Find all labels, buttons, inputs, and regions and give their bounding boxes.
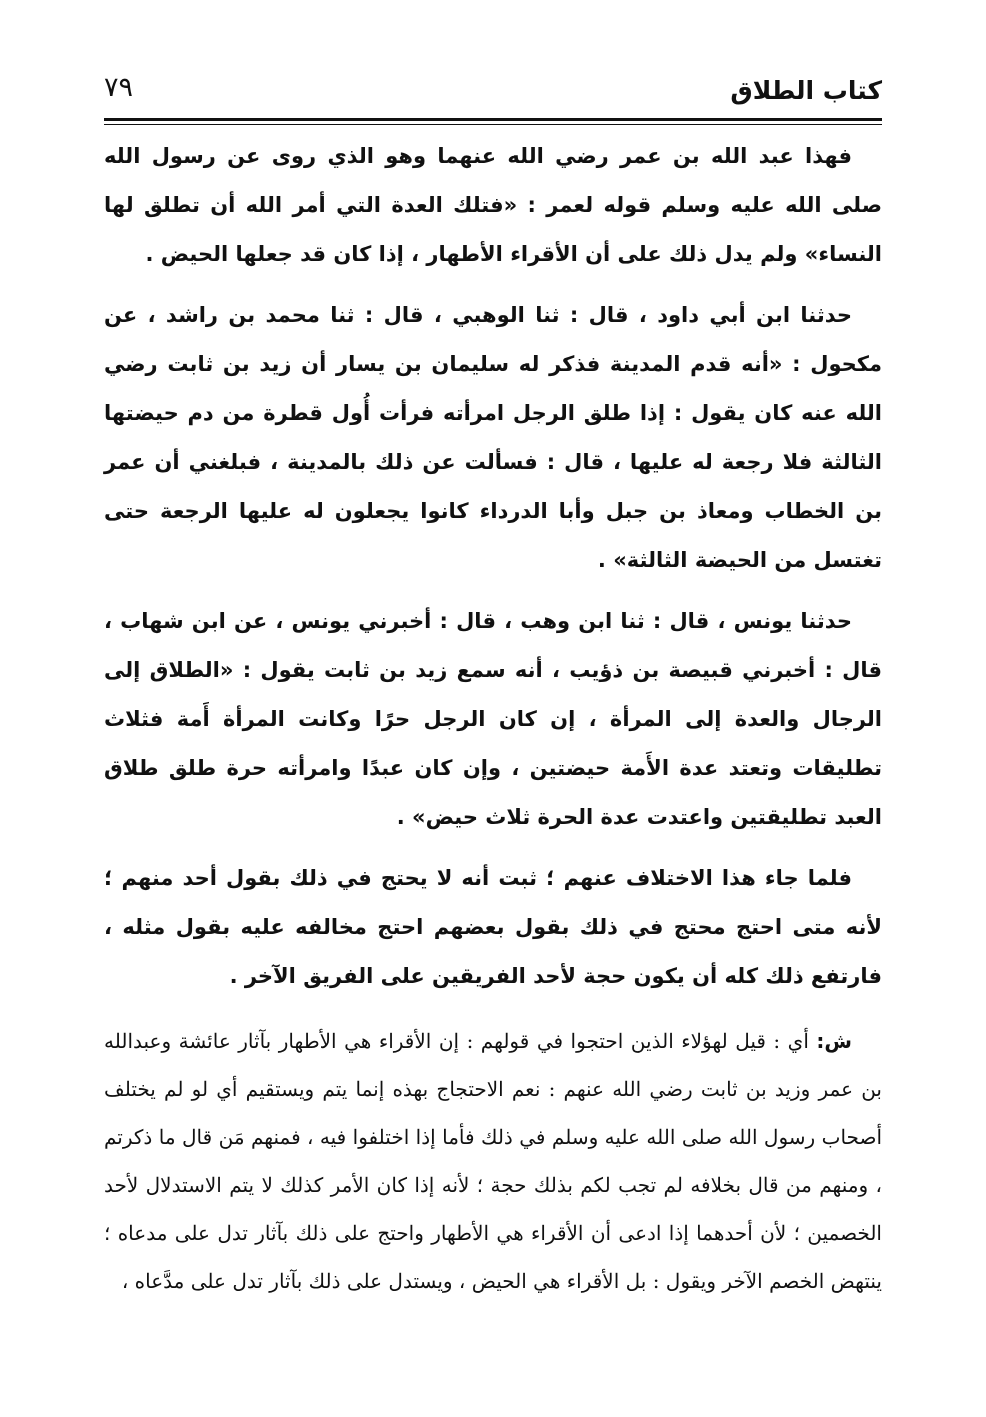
commentary-label: ش:	[816, 1029, 852, 1053]
commentary-text: أي : قيل لهؤلاء الذين احتجوا في قولهم : إن الأقراء هي الأطهار بآثار عائشة وعبدالله بن عمر وزيد بن ثابت رضي الله عنهم : نعم الاحتجاج بهذه إنما يتم ويستقيم أي لو لم يختلف أصحاب رسول الله صلى الله عليه وسلم في ذلك فأما إذا اختلفوا فيه ، فمنهم مَن قال ما ذكرتم ، ومنهم من قال بخلافه لم تجب لكم بذلك حجة ؛ لأنه إذا كان الأمر كذلك لا يتم الاستدلال لأحد الخصمين ؛ لأن أحدهما إذا ادعى أن الأقراء هي الأطهار واحتج على ذلك بآثار تدل على مدعاه ؛ ينتهض الخصم الآخر ويقول : بل الأقراء هي الحيض ، ويستدل على ذلك بآثار تدل على مدَّعاه ،	[104, 1029, 882, 1293]
page-header	[104, 70, 882, 118]
paragraph-ibn-umar: فهذا عبد الله بن عمر رضي الله عنهما وهو الذي روى عن رسول الله صلى الله عليه وسلم قوله لعمر : «فتلك العدة التي أمر الله أن تطلق لها النساء» ولم يدل ذلك على أن الأقراء الأطهار ، إذا كان قد جعلها الحيض .	[104, 144, 882, 266]
paragraph-makhul-hadith: حدثنا ابن أبي داود ، قال : ثنا الوهبي ، قال : ثنا محمد بن راشد ، عن مكحول : «أنه قدم المدينة فذكر له سليمان بن يسار أن زيد بن ثابت رضي الله عنه كان يقول : إذا طلق الرجل امرأته فرأت أُول قطرة من دم حيضتها الثالثة فلا رجعة له عليها ، قال : فسألت عن ذلك بالمدينة ، فبلغني أن عمر بن الخطاب ومعاذ بن جبل وأبا الدرداء كانوا يجعلون له عليها الرجعة حتى تغتسل من الحيضة الثالثة» .	[104, 303, 882, 572]
paragraph-conclusion: فلما جاء هذا الاختلاف عنهم ؛ ثبت أنه لا يحتج في ذلك بقول أحد منهم ؛ لأنه متى احتج محتج في ذلك بقول بعضهم احتج مخالفه عليه بقول مثله ، فارتفع ذلك كله أن يكون حجة لأحد الفريقين على الفريق الآخر .	[104, 866, 882, 988]
paragraph-yunus-hadith: حدثنا يونس ، قال : ثنا ابن وهب ، قال : أخبرني يونس ، عن ابن شهاب ، قال : أخبرني قبيصة بن ذؤيب ، أنه سمع زيد بن ثابت يقول : «الطلاق إلى الرجال والعدة إلى المرأة ، إن كان الرجل حرًا وكانت المرأة أَمة فثلاث تطليقات وتعتد عدة الأَمة حيضتين ، وإن كان عبدًا وامرأته حرة طلق طلاق العبد تطليقتين واعتدت عدة الحرة ثلاث حيض» .	[104, 609, 882, 829]
header-rule-thin	[104, 124, 882, 125]
page-body	[104, 132, 882, 1317]
header-rule-thick	[104, 118, 882, 121]
commentary-paragraph	[104, 1017, 882, 1305]
chapter-title: كتاب الطلاق	[730, 76, 882, 105]
page-number: ٧٩	[104, 72, 134, 103]
